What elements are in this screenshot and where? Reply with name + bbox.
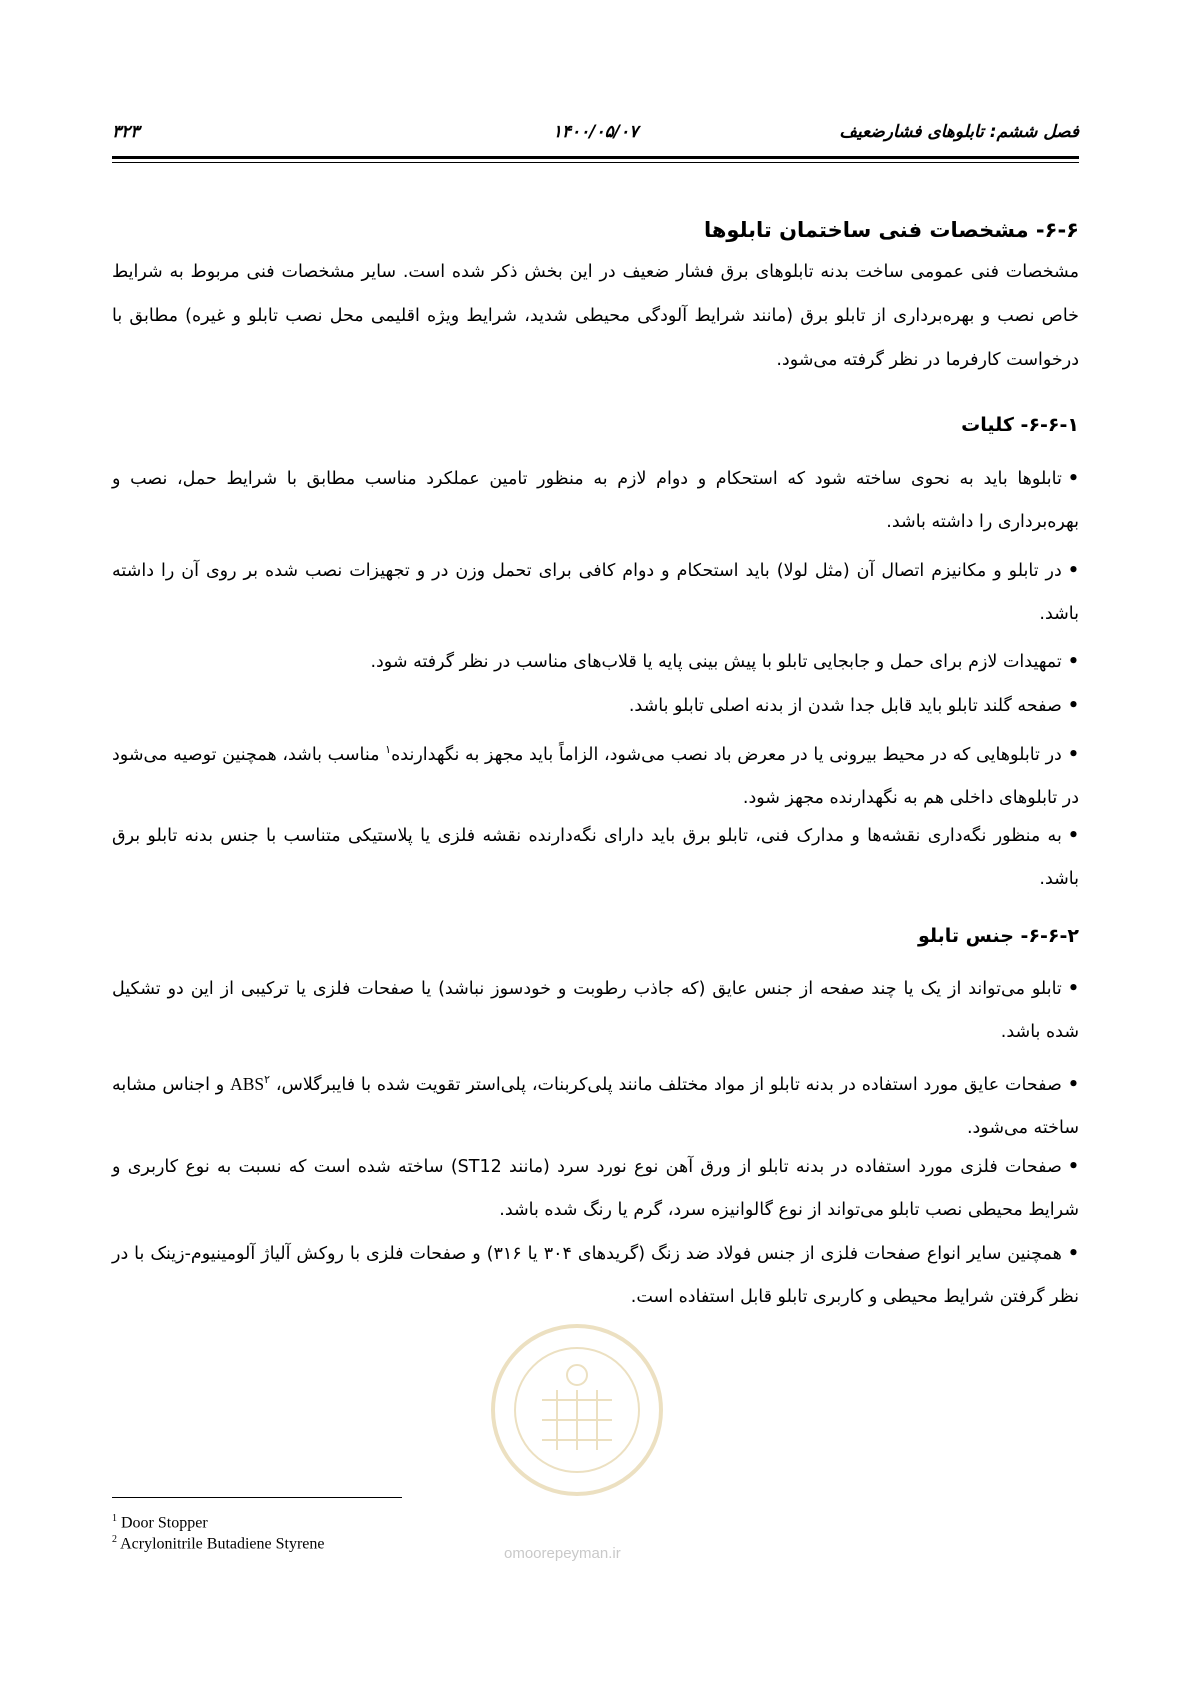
section-intro-paragraph: مشخصات فنی عمومی ساخت بدنه تابلوهای برق فشار ضعیف در این بخش ذکر شده است. سایر مشخصات فنی مربوط به شرایط خاص نصب و بهره‌برداری از تابلو برق (مانند شرایط آلودگی محیطی شدید، شرایط ویژه اقلیمی محل نصب تابلو و غیره) مطابق با درخواست کارفرما در نظر گرفته می‌شود. (112, 262, 1079, 370)
watermark-url: omoorepeyman.ir (504, 1545, 621, 1562)
subsection-general-heading: ۶-۶-۱- کلیات (961, 414, 1079, 436)
list-item: •در تابلو و مکانیزم اتصال آن (مثل لولا) باید استحکام و دوام کافی برای تحمل وزن در و تجهیزات نصب شده بر روی آن را داشته باشد. (112, 561, 1079, 624)
subsection-material-heading: ۶-۶-۲- جنس تابلو (917, 925, 1079, 947)
list-item: •تمهیدات لازم برای حمل و جابجایی تابلو با پیش بینی پایه یا قلاب‌های مناسب در نظر گرفته شود. (370, 652, 1079, 672)
list-item: •صفحات فلزی مورد استفاده در بدنه تابلو از ورق آهن نوع نورد سرد (مانند ST12) ساخته شده است که نسبت به نوع کاربری و شرایط محیطی نصب تابلو می‌تواند از نوع گالوانیزه سرد، گرم یا رنگ شده باشد. (112, 1157, 1079, 1220)
list-item: •صفحه گلند تابلو باید قابل جدا شدن از بدنه اصلی تابلو باشد. (628, 696, 1079, 716)
list-item: •تابلو می‌تواند از یک یا چند صفحه از جنس عایق (که جاذب رطوبت و خودسوز نباشد) یا صفحات فلزی یا ترکیبی از این دو تشکیل شده باشد. (112, 979, 1079, 1042)
list-item: •تابلوها باید به نحوی ساخته شود که استحکام و دوام لازم به منظور تامین عملکرد مناسب مطابق با شرایط حمل، نصب و بهره‌برداری را داشته باشد. (112, 469, 1079, 532)
footnote-ref-1: ۱ (385, 743, 392, 756)
section-heading: ۶-۶- مشخصات فنی ساختمان تابلوها (703, 218, 1079, 242)
list-item: •همچنین سایر انواع صفحات فلزی از جنس فولاد ضد زنگ (گریدهای ۳۰۴ یا ۳۱۶) و صفحات فلزی با روکش آلیاژ آلومینیوم-زینک با در نظر گرفتن شرایط محیطی و کاربری تابلو قابل استفاده است. (112, 1244, 1080, 1307)
page-header (112, 118, 1079, 148)
footnote-1: $^1$ Door Stopper (112, 1513, 208, 1532)
watermark-seal-icon (487, 1320, 667, 1500)
list-item: •در تابلوهایی که در محیط بیرونی یا در معرض باد نصب می‌شود، الزاماً باید مجهز به نگهدارنده$^۱$ مناسب باشد، همچنین توصیه می‌شود در تابلوهای داخلی هم به نگهدارنده مجهز شود. (112, 743, 1080, 808)
list-item: •صفحات عایق مورد استفاده در بدنه تابلو از مواد مختلف مانند پلی‌کربنات، پلی‌استر تقویت شده با فایبرگلاس، ABS$^۲$ و اجناس مشابه ساخته می‌شود. (112, 1073, 1079, 1138)
header-rule-thick (112, 156, 1079, 159)
footnote-2: $^2$ Acrylonitrile Butadiene Styrene (112, 1534, 325, 1553)
header-rule-thin (112, 162, 1079, 163)
footnote-separator (112, 1497, 402, 1498)
footnote-ref-2: ۲ (264, 1073, 271, 1086)
header-chapter-title: فصل ششم: تابلوهای فشارضعیف (839, 122, 1079, 142)
header-page-number: ۳۲۳ (112, 122, 140, 142)
header-date: ۱۴۰۰/۰۵/۰۷ (552, 122, 639, 142)
list-item: •به منظور نگه‌داری نقشه‌ها و مدارک فنی، تابلو برق باید دارای نگه‌دارنده نقشه فلزی یا پلاستیکی متناسب با جنس بدنه تابلو برق باشد. (112, 826, 1079, 889)
